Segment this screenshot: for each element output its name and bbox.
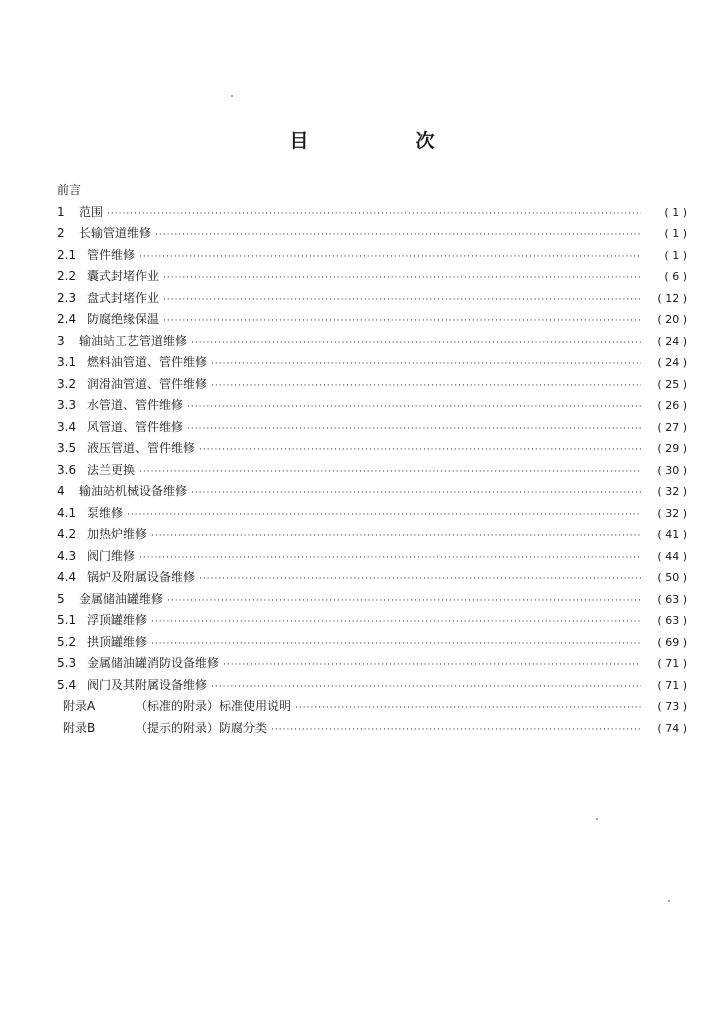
toc-entry-title: （提示的附录）防腐分类	[135, 720, 268, 735]
toc-entry-number: 2.2	[57, 269, 77, 283]
toc-entry-title: 输油站机械设备维修	[79, 484, 188, 498]
toc-page-number: ( 71 )	[657, 657, 687, 670]
toc-entry-title: 加热炉维修	[87, 527, 148, 541]
toc-entry	[57, 374, 687, 396]
toc-entry-title: 盘式封堵作业	[87, 290, 160, 305]
toc-dot-leader	[191, 333, 641, 355]
toc-entry	[57, 632, 687, 654]
scan-speck	[231, 95, 233, 97]
toc-entry-title: 液压管道、管件维修	[87, 441, 196, 455]
toc-page-number: ( 71 )	[657, 678, 687, 692]
toc-page-number: ( 29 )	[657, 442, 687, 455]
toc-page-number: ( 1 )	[664, 205, 687, 219]
toc-entry	[57, 653, 687, 675]
toc-dot-leader	[187, 397, 641, 419]
toc-entry-number: 1	[57, 204, 65, 219]
toc-dot-leader	[295, 698, 641, 720]
toc-page-number: ( 1 )	[664, 227, 687, 240]
toc-dot-leader	[271, 720, 641, 742]
toc-dot-leader	[151, 526, 641, 548]
scan-speck	[596, 818, 598, 820]
toc-page-number: ( 63 )	[657, 592, 687, 606]
toc-page-number: ( 24 )	[657, 356, 687, 369]
toc-entry-title: 金属储油罐维修	[79, 591, 164, 606]
toc-entry-title: 输油站工艺管道维修	[79, 333, 188, 348]
toc-entry-number: 5.4	[57, 677, 77, 692]
toc-entry-title: 金属储油罐消防设备维修	[87, 656, 220, 670]
toc-entry-number: 4.3	[57, 548, 77, 563]
toc-page-number: ( 25 )	[657, 377, 687, 391]
toc-dot-leader	[163, 268, 641, 290]
page-title: 目 次	[289, 130, 479, 152]
toc-entry-title: （标准的附录）标准使用说明	[135, 699, 292, 713]
toc-entry	[57, 438, 687, 460]
toc-entry-number: 4.4	[57, 570, 77, 584]
toc-dot-leader	[151, 612, 641, 634]
scan-speck	[668, 900, 670, 902]
toc-page-number: ( 12 )	[657, 291, 687, 305]
toc-dot-leader	[211, 376, 641, 398]
toc-entry-number: 3.4	[57, 419, 77, 434]
toc-page-number: ( 44 )	[657, 549, 687, 563]
toc-entry-title: 长输管道维修	[79, 226, 152, 240]
toc-entry-number: 3.1	[57, 355, 77, 369]
toc-dot-leader	[151, 634, 641, 656]
toc-entry-number: 2	[57, 226, 65, 240]
toc-entry	[57, 245, 687, 267]
toc-entry-number: 3.6	[57, 462, 77, 477]
toc-dot-leader	[155, 225, 641, 247]
toc-entry	[57, 481, 687, 503]
toc-entry-number: 5	[57, 591, 65, 606]
toc-dot-leader	[199, 569, 641, 591]
toc-page-number: ( 1 )	[664, 248, 687, 262]
toc-entry	[57, 352, 687, 374]
toc-entry-title: 润滑油管道、管件维修	[87, 376, 208, 391]
toc-page-number: ( 32 )	[657, 506, 687, 520]
toc-entry	[57, 696, 687, 718]
toc-entry-number: 3.5	[57, 441, 77, 455]
toc-page-number: ( 74 )	[657, 721, 687, 735]
toc-entry	[57, 180, 687, 202]
toc-entry	[57, 331, 687, 353]
toc-dot-leader	[163, 290, 641, 312]
toc-entry-title: 管件维修	[87, 247, 136, 262]
toc-entry	[57, 610, 687, 632]
toc-dot-leader	[187, 419, 641, 441]
toc-entry-title: 前言	[57, 183, 82, 197]
toc-page-number: ( 27 )	[657, 420, 687, 434]
toc-entry-number: 4	[57, 484, 65, 498]
toc-entry-number: 3	[57, 333, 65, 348]
toc-entry-title: 拱顶罐维修	[87, 634, 148, 649]
toc-page-number: ( 26 )	[657, 399, 687, 412]
toc-dot-leader	[163, 311, 641, 333]
toc-entry	[57, 567, 687, 589]
toc-entry	[57, 503, 687, 525]
toc-entry-number: 4.2	[57, 527, 77, 541]
toc-page-number: ( 20 )	[657, 313, 687, 326]
toc-entry-title: 风管道、管件维修	[87, 419, 184, 434]
toc-page-number: ( 6 )	[664, 270, 687, 283]
toc-entry-title: 浮顶罐维修	[87, 613, 148, 627]
toc-dot-leader	[139, 548, 641, 570]
toc-entry	[57, 589, 687, 611]
toc-entry-number: 3.3	[57, 398, 77, 412]
toc-entry-number: 2.3	[57, 290, 77, 305]
toc-dot-leader	[107, 204, 641, 226]
toc-entry-title: 阀门维修	[87, 548, 136, 563]
toc-entry-title: 阀门及其附属设备维修	[87, 677, 208, 692]
toc-dot-leader	[127, 505, 641, 527]
toc-entry	[57, 223, 687, 245]
toc-entry	[57, 718, 687, 740]
toc-page-number: ( 73 )	[657, 700, 687, 713]
toc-page-number: ( 30 )	[657, 463, 687, 477]
toc-entry-number: 5.3	[57, 656, 77, 670]
toc-page-number: ( 69 )	[657, 635, 687, 649]
toc-dot-leader	[211, 354, 641, 376]
toc-entry	[57, 202, 687, 224]
toc-dot-leader	[139, 247, 641, 269]
toc-entry	[57, 395, 687, 417]
toc-entry	[57, 675, 687, 697]
toc-page-number: ( 32 )	[657, 485, 687, 498]
toc-entry	[57, 417, 687, 439]
toc-entry-number: 2.1	[57, 247, 77, 262]
toc-dot-leader	[223, 655, 641, 677]
toc-entry-number: 4.1	[57, 505, 77, 520]
toc-page-number: ( 50 )	[657, 571, 687, 584]
toc-entry	[57, 460, 687, 482]
toc-entry-title: 囊式封堵作业	[87, 269, 160, 283]
toc-page-number: ( 41 )	[657, 528, 687, 541]
toc-entry-title: 燃料油管道、管件维修	[87, 355, 208, 369]
toc-entry-title: 水管道、管件维修	[87, 398, 184, 412]
toc-entry	[57, 524, 687, 546]
toc-entry-number: 5.2	[57, 634, 77, 649]
toc-entry-number: 附录A	[63, 699, 96, 713]
toc-dot-leader	[211, 677, 641, 699]
toc-entry-number: 5.1	[57, 613, 77, 627]
toc-entry-number: 3.2	[57, 376, 77, 391]
table-of-contents	[57, 180, 687, 739]
toc-entry	[57, 288, 687, 310]
toc-entry-title: 范围	[79, 204, 104, 219]
toc-dot-leader	[167, 591, 641, 613]
toc-page-number: ( 63 )	[657, 614, 687, 627]
toc-entry-number: 附录B	[63, 720, 96, 735]
toc-entry	[57, 546, 687, 568]
toc-page-number: ( 24 )	[657, 334, 687, 348]
toc-dot-leader	[139, 462, 641, 484]
toc-entry-title: 泵维修	[87, 505, 124, 520]
toc-entry-title: 防腐绝缘保温	[87, 312, 160, 326]
toc-entry-number: 2.4	[57, 312, 77, 326]
toc-entry-title: 法兰更换	[87, 462, 136, 477]
toc-entry	[57, 266, 687, 288]
toc-dot-leader	[199, 440, 641, 462]
toc-dot-leader	[191, 483, 641, 505]
toc-entry	[57, 309, 687, 331]
toc-entry-title: 锅炉及附属设备维修	[87, 570, 196, 584]
